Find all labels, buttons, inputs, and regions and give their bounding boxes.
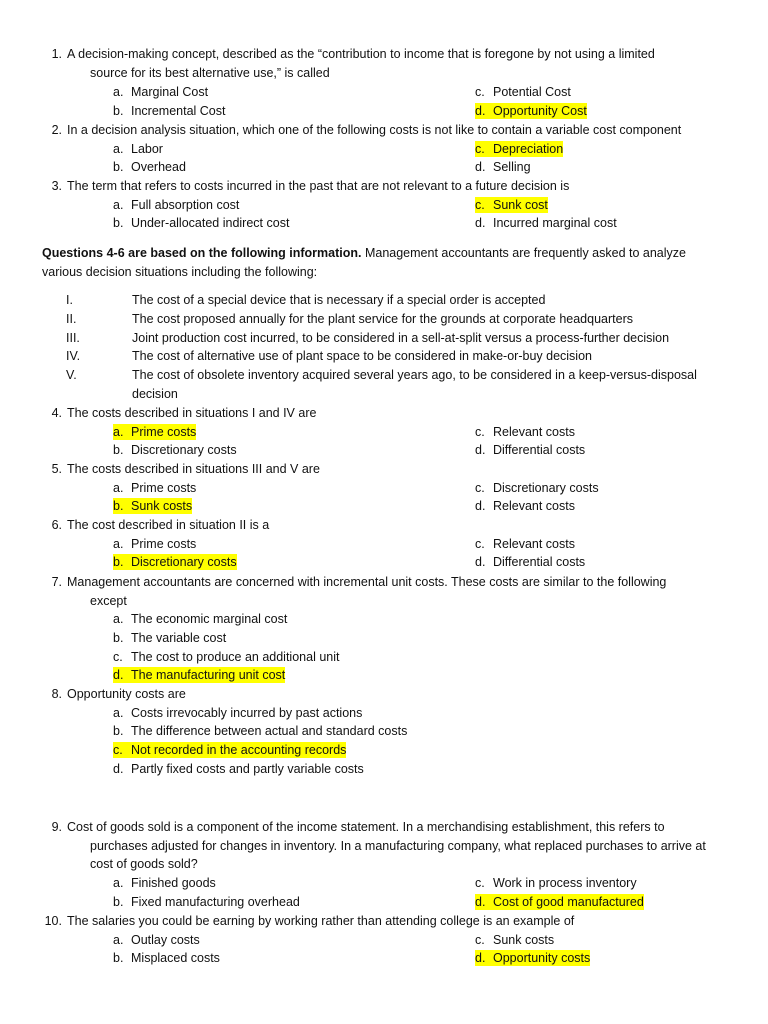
q3-option-d: d. Incurred marginal cost (475, 216, 617, 230)
q9-stem-cont-2: cost of goods sold? (90, 857, 198, 871)
q7-option-b: b. The variable cost (113, 631, 227, 645)
situation-v-cont: decision (132, 387, 178, 401)
q9-stem: 9. Cost of goods sold is a component of the income statement. In a merchandising establishment, this refers to (51, 820, 665, 834)
q5-option-c: c. Discretionary costs (475, 481, 599, 495)
q2-stem: 2. In a decision analysis situation, which one of the following costs is not like to contain a variable cost component (51, 123, 682, 137)
q1-option-c: c. Potential Cost (475, 85, 571, 99)
q10-option-c: c. Sunk costs (475, 933, 555, 947)
q4-option-b: b. Discretionary costs (113, 443, 237, 457)
q2-option-a: a. Labor (113, 142, 163, 156)
q8-stem: 8. Opportunity costs are (51, 687, 186, 701)
q3-option-c-answer: c. Sunk cost (475, 198, 548, 212)
situation-ii: II. The cost proposed annually for the plant service for the grounds at corporate headquarters (66, 312, 633, 326)
q6-option-d: d. Differential costs (475, 555, 586, 569)
q1-stem-cont: source for its best alternative use,” is called (90, 66, 330, 80)
q3-option-a: a. Full absorption cost (113, 198, 240, 212)
info-bold: Questions 4-6 are based on the following information. (42, 246, 362, 260)
q7-stem-cont: except (90, 594, 127, 608)
situation-i: I. The cost of a special device that is necessary if a special order is accepted (66, 293, 546, 307)
q4-option-a-answer: a. Prime costs (113, 425, 197, 439)
q1-option-d-answer: d. Opportunity Cost (475, 104, 587, 118)
q6-stem: 6. The cost described in situation II is a (51, 518, 270, 532)
situation-v: V. The cost of obsolete inventory acquired several years ago, to be considered in a keep-versus-disposal (66, 368, 697, 382)
q3-stem: 3. The term that refers to costs incurred in the past that are not relevant to a future decision is (51, 179, 570, 193)
q7-option-a: a. The economic marginal cost (113, 612, 288, 626)
q9-option-a: a. Finished goods (113, 876, 216, 890)
q1-option-b: b. Incremental Cost (113, 104, 226, 118)
q1-stem: 1. A decision-making concept, described as the “contribution to income that is foregone by not using a limited (51, 47, 655, 61)
q4-option-c: c. Relevant costs (475, 425, 575, 439)
q5-stem: 5. The costs described in situations III and V are (51, 462, 320, 476)
q7-stem: 7. Management accountants are concerned with incremental unit costs. These costs are similar to the following (51, 575, 667, 589)
q7-option-d-answer: d. The manufacturing unit cost (113, 668, 286, 682)
situation-iii: III. Joint production cost incurred, to be considered in a sell-at-split versus a process-further decision (66, 331, 670, 345)
q4-option-d: d. Differential costs (475, 443, 586, 457)
q10-stem: 10. The salaries you could be earning by working rather than attending college is an example of (44, 914, 575, 928)
q6-option-b-answer: b. Discretionary costs (113, 555, 237, 569)
q5-option-b-answer: b. Sunk costs (113, 499, 193, 513)
q8-option-a: a. Costs irrevocably incurred by past actions (113, 706, 363, 720)
info-intro-cont: various decision situations including the following: (42, 265, 318, 279)
q1-option-a: a. Marginal Cost (113, 85, 209, 99)
q9-option-c: c. Work in process inventory (475, 876, 637, 890)
q8-option-b: b. The difference between actual and standard costs (113, 724, 408, 738)
q10-option-d-answer: d. Opportunity costs (475, 951, 591, 965)
q4-stem: 4. The costs described in situations I and IV are (51, 406, 317, 420)
q3-option-b: b. Under-allocated indirect cost (113, 216, 290, 230)
situation-iv: IV. The cost of alternative use of plant space to be considered in make-or-buy decision (66, 349, 592, 363)
q2-option-d: d. Selling (475, 160, 531, 174)
q8-option-d: d. Partly fixed costs and partly variable costs (113, 762, 364, 776)
q8-option-c-answer: c. Not recorded in the accounting records (113, 743, 347, 757)
q10-option-a: a. Outlay costs (113, 933, 200, 947)
q2-option-c-answer: c. Depreciation (475, 142, 564, 156)
q9-option-d-answer: d. Cost of good manufactured (475, 895, 644, 909)
q6-option-c: c. Relevant costs (475, 537, 575, 551)
q2-option-b: b. Overhead (113, 160, 186, 174)
q7-option-c: c. The cost to produce an additional unit (113, 650, 340, 664)
q9-stem-cont-1: purchases adjusted for changes in inventory. In a manufacturing company, what replaced purchases to arrive at (90, 839, 706, 853)
q6-option-a: a. Prime costs (113, 537, 197, 551)
info-intro: Questions 4-6 are based on the following information. Management accountants are frequently asked to analyze (42, 246, 686, 260)
q9-option-b: b. Fixed manufacturing overhead (113, 895, 300, 909)
q5-option-d: d. Relevant costs (475, 499, 575, 513)
q10-option-b: b. Misplaced costs (113, 951, 220, 965)
q5-option-a: a. Prime costs (113, 481, 197, 495)
